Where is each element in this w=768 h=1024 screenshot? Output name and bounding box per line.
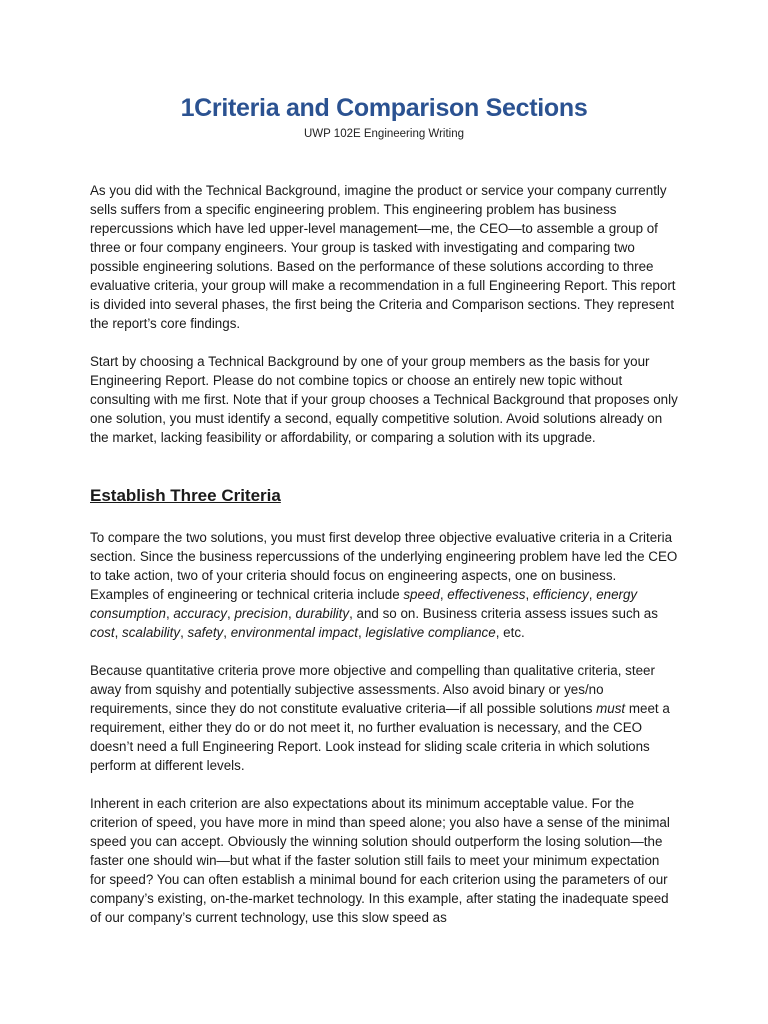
criterion-accuracy: accuracy [173,606,227,621]
document-title: 1Criteria and Comparison Sections [180,94,588,122]
criterion-speed: speed [403,587,440,602]
criteria-end-text: , etc. [495,625,525,640]
criterion-legislative-compliance: legislative compliance [365,625,496,640]
paragraph-technical-background: Start by choosing a Technical Background by one of your group members as the basis for your Engineering Report. Please do not combine topics or choose an entirely new topic without consulting with me first. Note that if your group chooses a Technical Background that proposes only one solution, you must identify a second, equally competitive solution. Avoid solutions already on the market, lacking feasibility or affordability, or comparing a solution with its upgrade. [90,354,678,445]
paragraph-criteria: To compare the two solutions, you must first develop three objective evaluative criteria in a Criteria section. Since the business repercussions of the underlying engineering problem have led the CEO to take action, two of your criteria should focus on engineering aspects, one on business. Examples of engineering or technical criteria include speed, effectiveness, efficiency, energy consumption, accuracy, precision, durability, and so on. Business criteria assess issues such as cost, scalability, safety, environmental impact, legislative compliance, etc. [90,530,678,640]
criterion-efficiency: efficiency [532,587,589,602]
criterion-cost: cost [90,625,115,640]
paragraph-intro: As you did with the Technical Background, imagine the product or service your company currently sells suffers from a specific engineering problem. This engineering problem has business repercussions which have led upper-level management—me, the CEO—to assemble a group of three or four company engineers. Your group is tasked with investigating and comparing two possible engineering solutions. Based on the performance of these solutions according to three evaluative criteria, your group will make a recommendation in a full Engineering Report. This report is divided into several phases, the first being the Criteria and Comparison sections. They represent the report’s core findings. [90,183,676,331]
criterion-environmental-impact: environmental impact [230,625,358,640]
document-subtitle: UWP 102E Engineering Writing [303,128,465,140]
section-heading-establish-criteria: Establish Three Criteria [90,486,281,505]
criterion-safety: safety [187,625,224,640]
criterion-scalability: scalability [122,625,181,640]
criteria-intro-text: To compare the two solutions, you must first develop three objective evaluative criteria in a Criteria section. Since the business repercussions of the underlying engineering problem have led the CEO to take action, two of your criteria should focus on engineering aspects, one on business. Examples of engineering or technical criteria include [90,530,678,602]
criteria-mid-text: , and so on. Business criteria assess issues such as [349,606,658,621]
quantitative-text-after: meet a requirement, either they do or do not meet it, no further evaluation is necessary, and the CEO doesn’t need a full Engineering Report. Look instead for sliding scale criteria in which solutions perform at different levels. [90,701,670,773]
criterion-energy-consumption: energy consumption [90,587,638,621]
quantitative-text-before: Because quantitative criteria prove more objective and compelling than qualitative criteria, steer away from squishy and potentially subjective assessments. Also avoid binary or yes/no requirements, since they do not constitute evaluative criteria—if all possible solutions [90,663,655,716]
paragraph-minimum-value: Inherent in each criterion are also expectations about its minimum acceptable value. For the criterion of speed, you have more in mind than speed alone; you also have a sense of the minimal speed you can accept. Obviously the winning solution should outperform the losing solution—the faster one should win—but what if the faster solution still fails to meet your minimum expectation for speed? You can often establish a minimal bound for each criterion using the parameters of our company’s existing, on-the-market technology. In this example, after stating the inadequate speed of our company’s current technology, use this slow speed as [90,796,670,925]
criterion-effectiveness: effectiveness [447,587,526,602]
paragraph-quantitative-criteria [90,661,678,775]
emphasis-must: must [596,701,626,716]
criterion-durability: durability [295,606,350,621]
criterion-precision: precision [234,606,289,621]
